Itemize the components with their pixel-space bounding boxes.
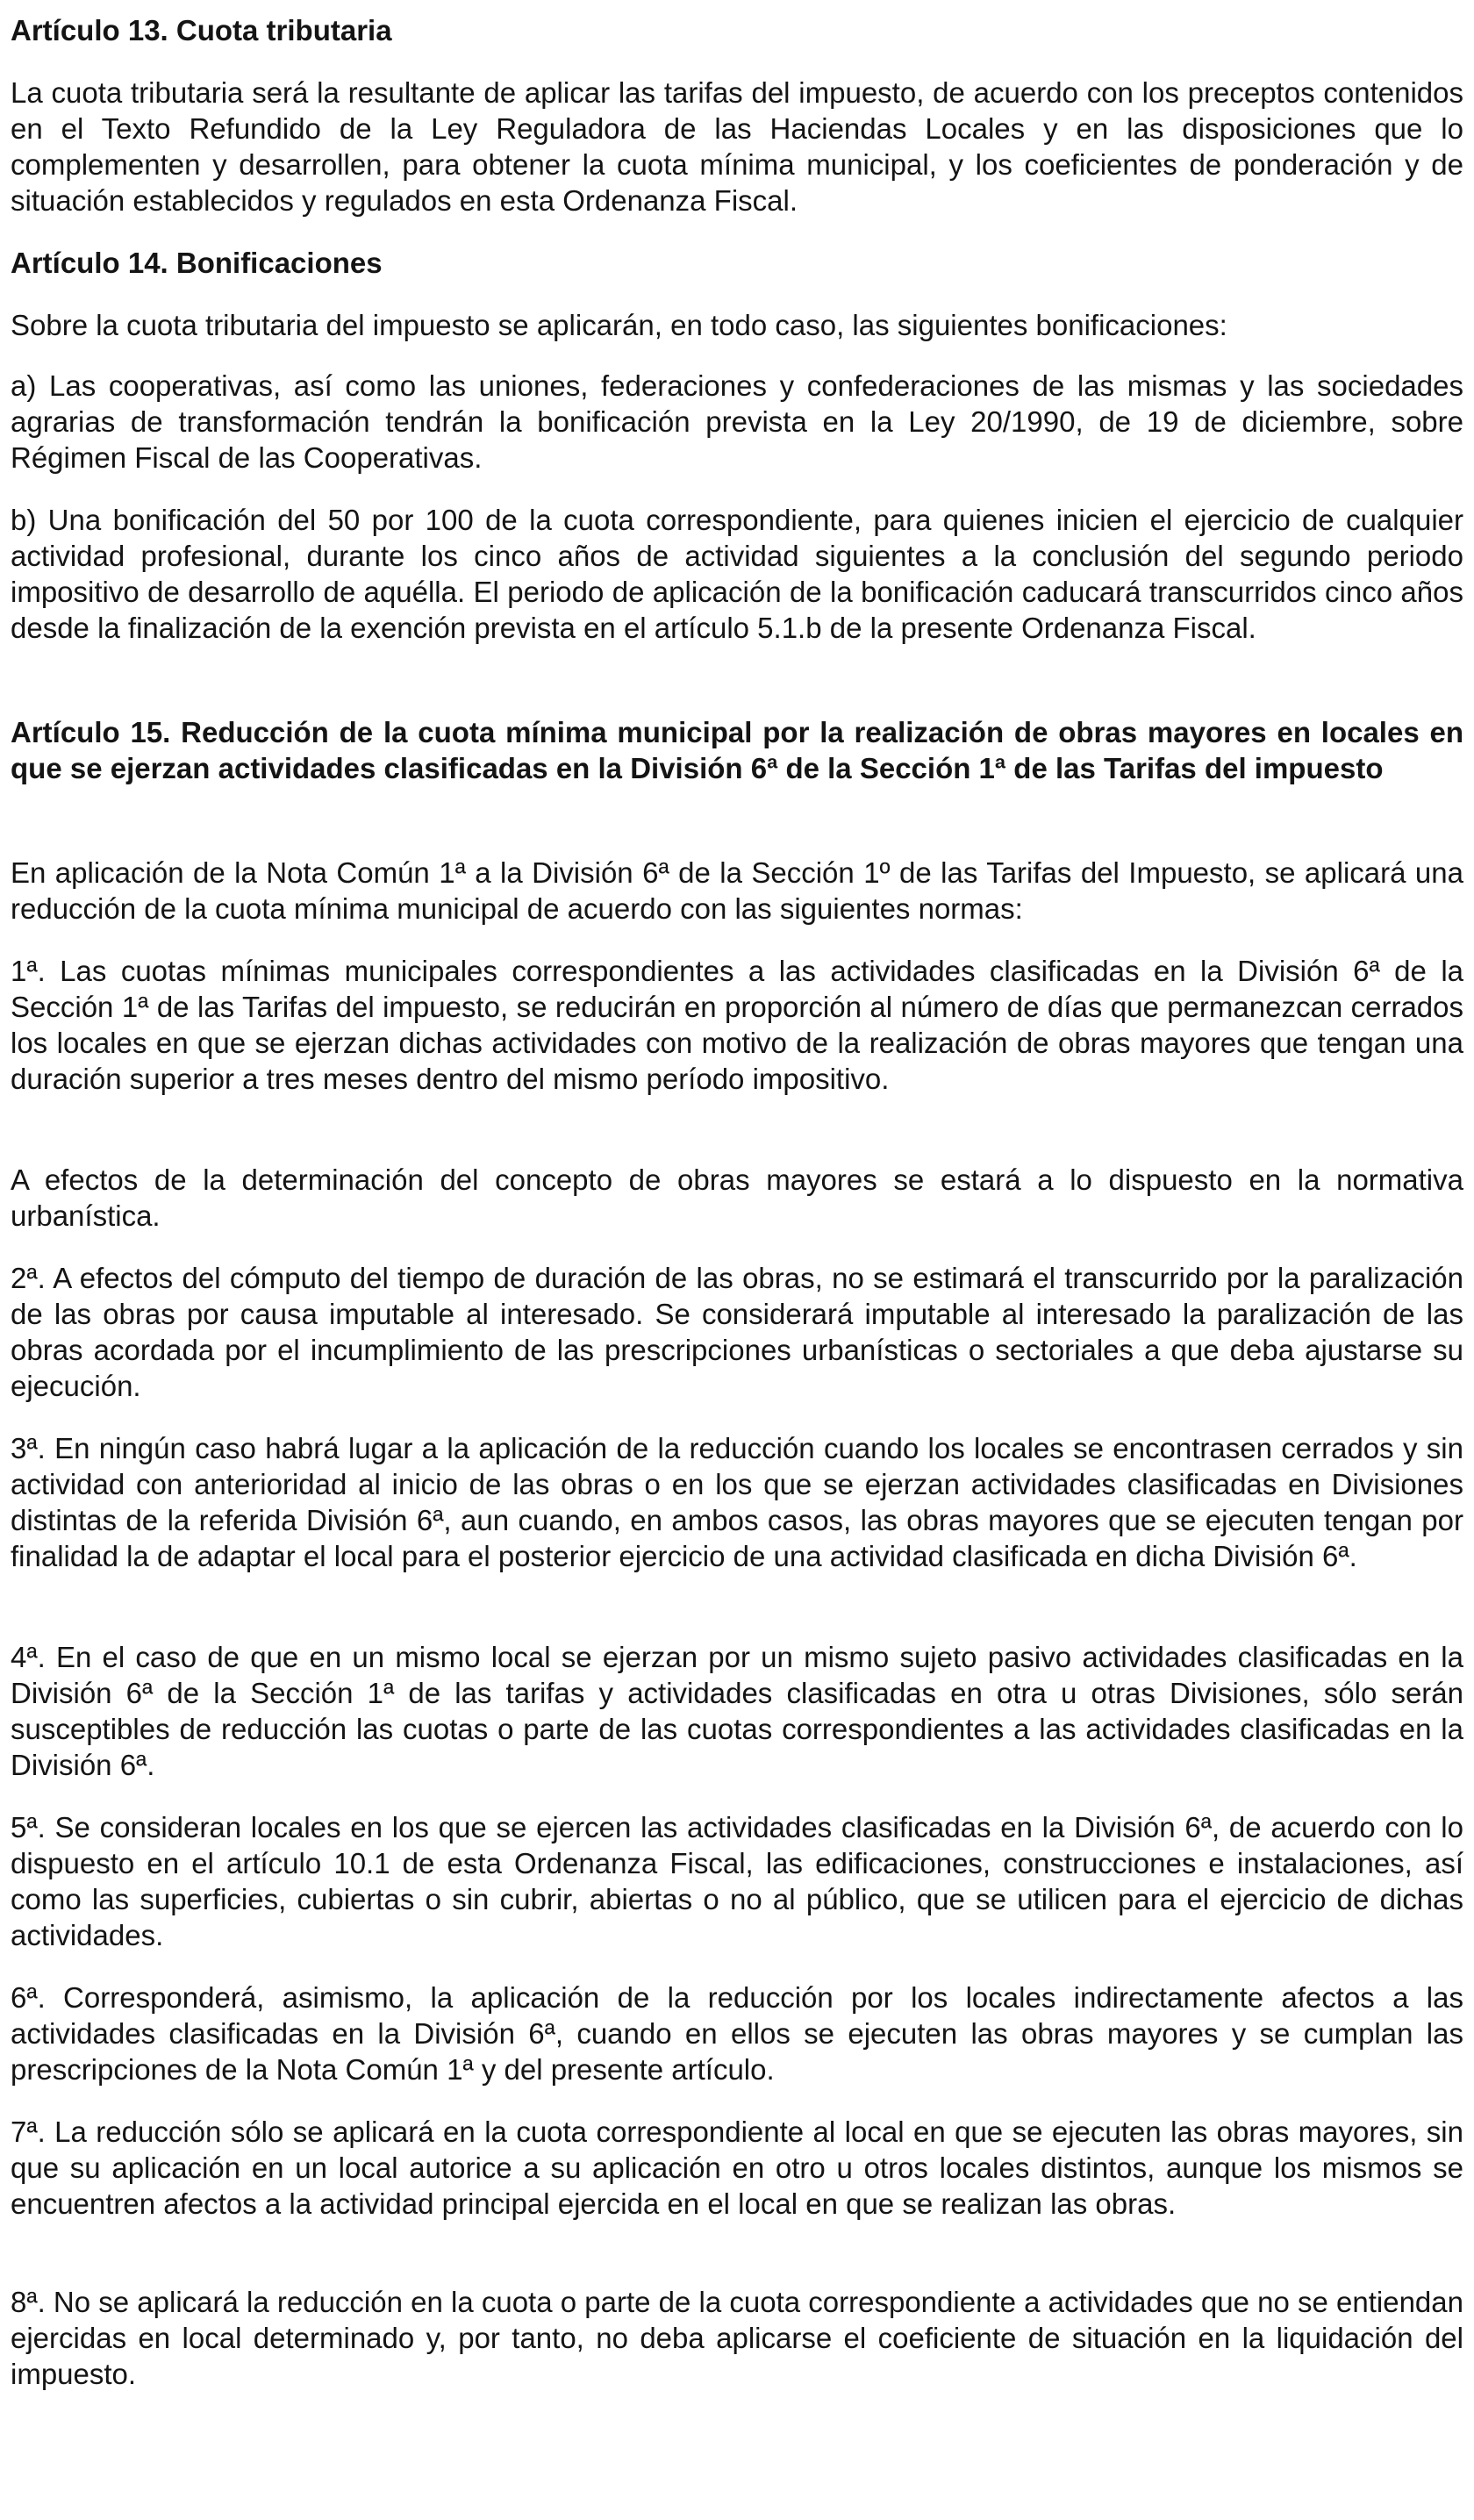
article-14-heading: Artículo 14. Bonificaciones xyxy=(11,247,383,279)
article-15-rule-1: 1ª. Las cuotas mínimas municipales correspondientes a las actividades clasificadas en la División 6ª de la Sección 1ª de las Tarifas del impuesto, se reducirán en proporción al número de días que permanezcan cerrados los locales en que se ejerzan dichas actividades con motivo de la realización de obras mayores que tengan una duración superior a tres meses dentro del mismo período impositivo. xyxy=(11,955,1463,1095)
article-15-intro: En aplicación de la Nota Común 1ª a la División 6ª de la Sección 1º de las Tarifas del Impuesto, se aplicará una reducción de la cuota mínima municipal de acuerdo con las siguientes normas: xyxy=(11,856,1463,925)
article-15-rule-7: 7ª. La reducción sólo se aplicará en la cuota correspondiente al local en que se ejecuten las obras mayores, sin que su aplicación en un local autorice a su aplicación en otro u otros locales distintos, aunque los mismos se encuentren afectos a la actividad principal ejercida en el local en que se realizan las obras. xyxy=(11,2116,1463,2220)
article-15-rule-3: 3ª. En ningún caso habrá lugar a la aplicación de la reducción cuando los locales se encontrasen cerrados y sin actividad con anterioridad al inicio de las obras o en los que se ejerzan actividades clasificadas en Divisiones distintas de la referida División 6ª, aun cuando, en ambos casos, las obras mayores que se ejecuten tengan por finalidad la de adaptar el local para el posterior ejercicio de una actividad clasificada en dicha División 6ª. xyxy=(11,1432,1463,1572)
article-15-rule-5: 5ª. Se consideran locales en los que se ejercen las actividades clasificadas en la División 6ª, de acuerdo con lo dispuesto en el artículo 10.1 de esta Ordenanza Fiscal, las edificaciones, construcciones e instalaciones, así como las superficies, cubiertas o sin cubrir, abiertas o no al público, que se utilicen para el ejercicio de dichas actividades. xyxy=(11,1811,1463,1951)
article-13-heading: Artículo 13. Cuota tributaria xyxy=(11,14,392,47)
article-15-obras-definition: A efectos de la determinación del concepto de obras mayores se estará a lo dispuesto en la normativa urbanística. xyxy=(11,1163,1463,1232)
article-15-rule-4: 4ª. En el caso de que en un mismo local se ejerzan por un mismo sujeto pasivo actividades clasificadas en la División 6ª de la Sección 1ª de las tarifas y actividades clasificadas en otra u otras Divisiones, sólo serán susceptibles de reducción las cuotas o parte de las cuotas correspondientes a las actividades clasificadas en la División 6ª. xyxy=(11,1641,1463,1781)
article-15-rule-8: 8ª. No se aplicará la reducción en la cuota o parte de la cuota correspondiente a actividades que no se entiendan ejercidas en local determinado y, por tanto, no deba aplicarse el coeficiente de situación en la liquidación del impuesto. xyxy=(11,2286,1463,2390)
article-15-heading: Artículo 15. Reducción de la cuota mínima municipal por la realización de obras mayores en locales en que se ejerzan actividades clasificadas en la División 6ª de la Sección 1ª de las Tarifas del impuesto xyxy=(11,716,1463,784)
article-13-paragraph-1: La cuota tributaria será la resultante de aplicar las tarifas del impuesto, de acuerdo con los preceptos contenidos en el Texto Refundido de la Ley Reguladora de las Haciendas Locales y en las disposiciones que lo complementen y desarrollen, para obtener la cuota mínima municipal, y los coeficientes de ponderación y de situación establecidos y regulados en esta Ordenanza Fiscal. xyxy=(11,76,1463,217)
article-14-item-b: b) Una bonificación del 50 por 100 de la cuota correspondiente, para quienes inicien el ejercicio de cualquier actividad profesional, durante los cinco años de actividad siguientes a la conclusión del segundo periodo impositivo de desarrollo de aquélla. El periodo de aplicación de la bonificación caducará transcurridos cinco años desde la finalización de la exención prevista en el artículo 5.1.b de la presente Ordenanza Fiscal. xyxy=(11,504,1463,644)
article-15-rule-2: 2ª. A efectos del cómputo del tiempo de duración de las obras, no se estimará el transcurrido por la paralización de las obras por causa imputable al interesado. Se considerará imputable al interesado la paralización de las obras acordada por el incumplimiento de las prescripciones urbanísticas o sectoriales a que deba ajustarse su ejecución. xyxy=(11,1262,1463,1402)
article-14-intro: Sobre la cuota tributaria del impuesto se aplicarán, en todo caso, las siguientes bonificaciones: xyxy=(11,309,1227,341)
article-14-item-a: a) Las cooperativas, así como las uniones, federaciones y confederaciones de las mismas y las sociedades agrarias de transformación tendrán la bonificación prevista en la Ley 20/1990, de 19 de diciembre, sobre Régimen Fiscal de las Cooperativas. xyxy=(11,369,1463,474)
article-15-rule-6: 6ª. Corresponderá, asimismo, la aplicación de la reducción por los locales indirectamente afectos a las actividades clasificadas en la División 6ª, cuando en ellos se ejecuten las obras mayores y se cumplan las prescripciones de la Nota Común 1ª y del presente artículo. xyxy=(11,1981,1463,2086)
